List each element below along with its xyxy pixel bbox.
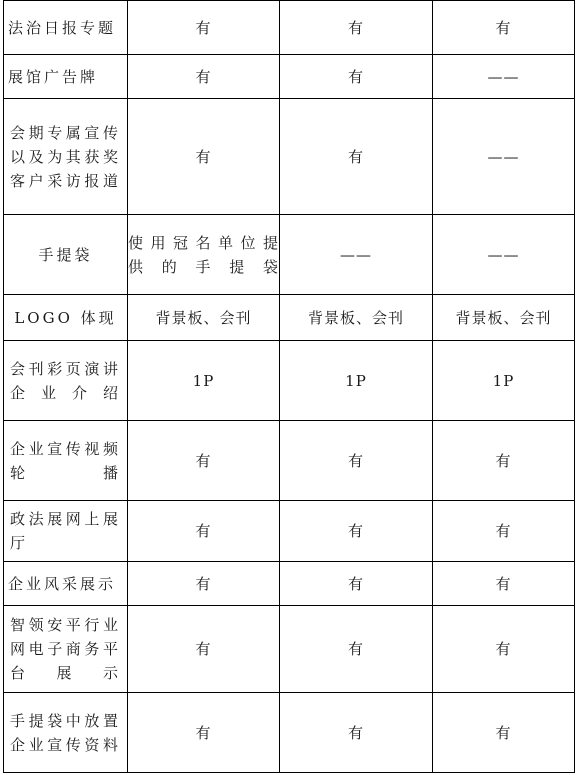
cell-text: 客户采访报道 [10,171,121,190]
cell-text: 有 [195,67,212,86]
cell-text: 有 [495,640,512,658]
cell-text: 有 [347,522,364,540]
value-cell-3 [433,562,575,606]
value-cell-2 [280,606,433,693]
table-row [4,606,575,693]
value-cell-1 [128,295,280,341]
table-row [4,215,575,295]
cell-text: 企业介绍 [10,383,121,402]
cell-text: 智领安平行业 [10,616,121,634]
row-label-cell [4,606,128,693]
cell-text: 有 [347,640,364,658]
value-cell-3 [433,693,575,773]
row-label-cell [4,501,128,562]
cell-text: 企业宣传资料 [10,735,121,754]
cell-text: 以及为其获奖 [10,147,121,166]
value-cell-2 [280,421,433,501]
value-cell-2 [280,215,433,295]
cell-text: LOGO 体现 [14,308,117,327]
cell-text: 背景板、会刊 [307,308,404,327]
cell-text: 有 [495,18,512,37]
cell-text: 法治日报专题 [8,18,117,37]
table-row [4,693,575,773]
value-cell-3 [433,55,575,99]
cell-text: 台展示 [10,664,121,682]
cell-text: 有 [195,723,212,742]
cell-text: 背景板、会刊 [155,308,252,327]
cell-text: 会刊彩页演讲 [10,359,121,378]
cell-text: 轮播 [10,463,121,482]
value-cell-2 [280,99,433,215]
value-cell-3 [433,501,575,562]
value-cell-1 [128,1,280,55]
cell-text: 手提袋 [38,245,93,264]
value-cell-3 [433,295,575,341]
value-cell-1 [128,99,280,215]
value-cell-2 [280,501,433,562]
cell-text: 背景板、会刊 [455,308,552,327]
cell-text: 有 [347,18,364,37]
cell-text: 有 [195,640,212,658]
cell-text: 厅 [10,534,29,552]
cell-text: 政法展网上展 [10,510,121,528]
value-cell-1 [128,501,280,562]
cell-text: 有 [347,574,364,593]
cell-text: 有 [195,574,212,593]
cell-text: 企业宣传视频 [10,439,121,458]
cell-text: 有 [195,18,212,37]
cell-text: —— [340,245,372,264]
value-cell-2 [280,55,433,99]
cell-text: 有 [195,451,212,470]
table-row [4,295,575,341]
row-label-cell [4,215,128,295]
cell-text: 有 [495,574,512,593]
value-cell-2 [280,295,433,341]
cell-text: 有 [347,451,364,470]
value-cell-3 [433,1,575,55]
cell-text: 有 [495,522,512,540]
value-cell-1 [128,55,280,99]
row-label-cell [4,55,128,99]
cell-text: 1P [492,371,515,390]
value-cell-2 [280,341,433,421]
value-cell-2 [280,562,433,606]
value-cell-1 [128,341,280,421]
value-cell-2 [280,693,433,773]
cell-text: 供的手提袋 [128,257,279,276]
row-label-cell [4,421,128,501]
value-cell-3 [433,421,575,501]
cell-text: 展馆广告牌 [8,67,99,86]
value-cell-3 [433,99,575,215]
table-row [4,1,575,55]
cell-text: 网电子商务平 [10,640,121,658]
row-label-cell [4,693,128,773]
cell-text: 企业风采展示 [8,574,117,593]
cell-text: 有 [195,522,212,540]
cell-text: 有 [347,67,364,86]
row-label-cell [4,562,128,606]
cell-text: —— [487,67,520,86]
cell-text: 有 [347,147,364,166]
value-cell-3 [433,215,575,295]
table-row [4,562,575,606]
value-cell-3 [433,606,575,693]
cell-text: 有 [347,723,364,742]
row-label-cell [4,1,128,55]
table-row [4,99,575,215]
value-cell-1 [128,693,280,773]
cell-text: 会期专属宣传 [10,123,121,142]
value-cell-1 [128,215,280,295]
table-row [4,55,575,99]
cell-text: 使用冠名单位提 [128,233,279,252]
value-cell-1 [128,421,280,501]
cell-text: —— [487,245,520,264]
value-cell-2 [280,1,433,55]
cell-text: 1P [345,371,367,390]
sponsorship-benefits-table [3,0,575,773]
cell-text: 有 [195,147,212,166]
cell-text: —— [487,147,520,166]
row-label-cell [4,341,128,421]
value-cell-1 [128,562,280,606]
table-body [4,1,575,773]
value-cell-3 [433,341,575,421]
row-label-cell [4,99,128,215]
cell-text: 有 [495,723,512,742]
cell-text: 1P [192,371,215,390]
table-row [4,341,575,421]
cell-text: 手提袋中放置 [10,711,121,730]
value-cell-1 [128,606,280,693]
table-row [4,501,575,562]
table-row [4,421,575,501]
row-label-cell [4,295,128,341]
cell-text: 有 [495,451,512,470]
